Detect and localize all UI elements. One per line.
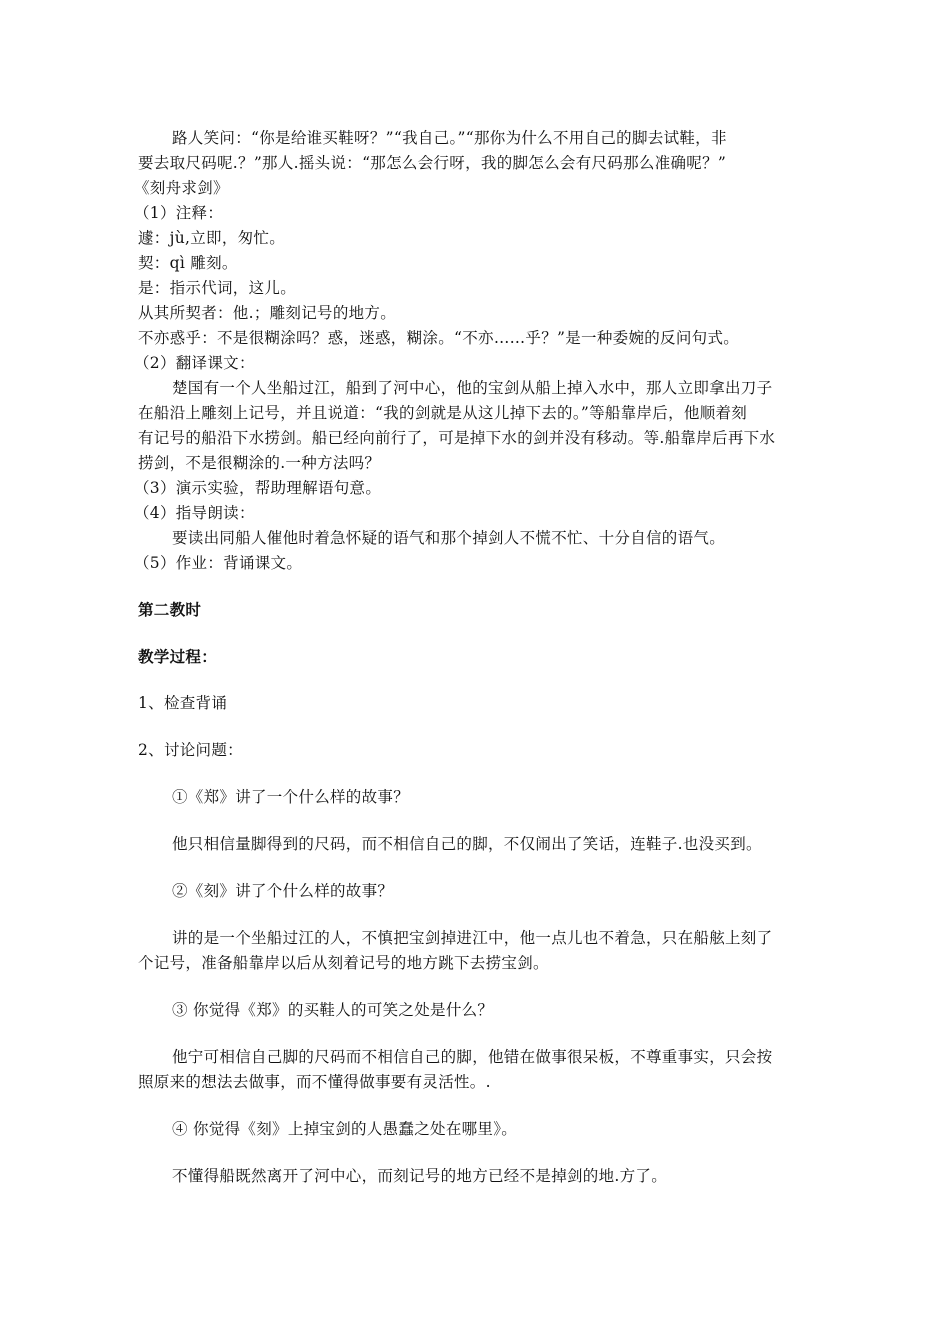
note-line: 从其所契者：他.；雕刻记号的地方。 [138, 304, 397, 322]
paragraph-line: 在船沿上雕刻上记号，并且说道：“我的剑就是从这儿掉下去的。”等船靠岸后，他顺着刻 [138, 404, 748, 422]
subheading: （3）演示实验，帮助理解语句意。 [134, 479, 382, 497]
question: ④ 你觉得《刻》上掉宝剑的人愚蠢之处在哪里》。 [172, 1120, 518, 1138]
paragraph-line: 有记号的船沿下水捞剑。船已经向前行了，可是掉下水的剑并没有移动。等.船靠岸后再下水 [138, 429, 776, 447]
note-line: 是：指示代词，这儿。 [138, 279, 297, 297]
paragraph-line: 要读出同船人催他时着急怀疑的语气和那个掉剑人不慌不忙、十分自信的语气。 [172, 529, 726, 547]
note-line: 遽：jù,立即，匆忙。 [138, 229, 286, 247]
answer-line: 讲的是一个坐船过江的人，不慎把宝剑掉进江中，他一点儿也不着急，只在船舷上刻了 [172, 929, 773, 947]
note-line: 不亦惑乎：不是很糊涂吗？惑，迷惑，糊涂。“不亦……乎？”是一种委婉的反问句式。 [138, 329, 740, 347]
answer-line: 照原来的想法去做事，而不懂得做事要有灵活性。. [138, 1073, 491, 1091]
subheading: （1）注释： [134, 204, 224, 222]
answer: 不懂得船既然离开了河中心，而刻记号的地方已经不是掉剑的地.方了。 [172, 1167, 668, 1185]
answer-line: 他宁可相信自己脚的尺码而不相信自己的脚，他错在做事很呆板，不尊重事实，只会按 [172, 1048, 773, 1066]
paragraph-line: 路人笑问：“你是给谁买鞋呀？”“我自己。”“那你为什么不用自己的脚去试鞋，非 [172, 129, 727, 147]
list-item: 2、讨论问题： [138, 741, 243, 759]
subheading: （2）翻译课文： [134, 354, 255, 372]
answer: 他只相信量脚得到的尺码，而不相信自己的脚，不仅闹出了笑话，连鞋子.也没买到。 [172, 835, 762, 853]
section-heading: 第二教时 [138, 600, 202, 619]
question: ②《刻》讲了个什么样的故事？ [172, 882, 394, 900]
subheading: （5）作业：背诵课文。 [134, 554, 303, 572]
paragraph-line: 楚国有一个人坐船过江，船到了河中心，他的宝剑从船上掉入水中，那人立即拿出刀子 [172, 379, 773, 397]
question: ①《郑》讲了一个什么样的故事？ [172, 788, 410, 806]
paragraph-line: 要去取尺码呢.？”那人.摇头说：“那怎么会行呀，我的脚怎么会有尺码那么准确呢？” [138, 154, 727, 172]
subheading: （4）指导朗读： [134, 504, 255, 522]
note-line: 契：qì 雕刻。 [138, 254, 238, 272]
list-item: 1、检查背诵 [138, 694, 228, 712]
answer-line: 个记号，准备船靠岸以后从刻着记号的地方跳下去捞宝剑。 [138, 954, 549, 972]
section-heading: 教学过程： [138, 647, 218, 666]
paragraph-line: 捞剑，不是很糊涂的.一种方法吗？ [138, 454, 381, 472]
question: ③ 你觉得《郑》的买鞋人的可笑之处是什么？ [172, 1001, 494, 1019]
section-title: 《刻舟求剑》 [134, 179, 229, 197]
